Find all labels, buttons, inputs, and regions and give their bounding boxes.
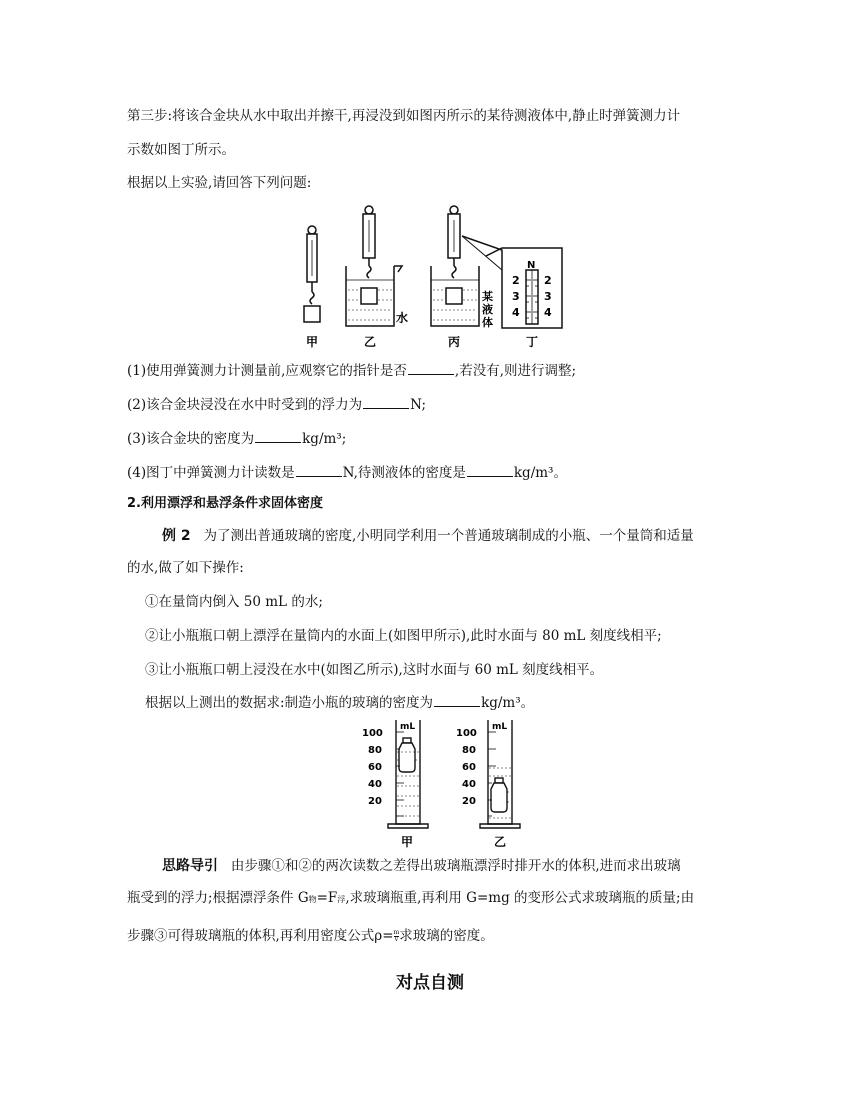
scale-left-2: 2: [512, 274, 520, 287]
yi-tick-40: 40: [462, 779, 476, 790]
question-1: [127, 360, 576, 381]
step3-line1: 第三步:将该合金块从水中取出并擦干,再浸没到如图丙所示的某待测液体中,静止时弹簧测力计: [127, 108, 681, 124]
figure-label-jia: 甲: [306, 335, 319, 349]
water-label: 水: [396, 311, 409, 325]
cylinder-label-yi: 乙: [494, 835, 507, 849]
guide-text2a: 瓶受到的浮力;根据漂浮条件 G: [127, 890, 309, 906]
question-3: [127, 428, 346, 449]
section-2-title: 2.利用漂浮和悬浮条件求固体密度: [127, 496, 323, 511]
instruction: 根据以上实验,请回答下列问题:: [127, 175, 312, 191]
guide-line3: [127, 926, 494, 946]
example-2-text1: 为了测出普通玻璃的密度,小明同学利用一个普通玻璃制成的小瓶、一个量筒和适量: [203, 528, 694, 544]
q2-text-a: (2)该合金块浸没在水中时受到的浮力为: [127, 397, 363, 413]
scale-left-4: 4: [512, 306, 520, 319]
ask-text-b: kg/m³。: [481, 695, 535, 711]
q1-text-a: (1)使用弹簧测力计测量前,应观察它的指针是否: [127, 363, 407, 379]
step3-line2: 示数如图丁所示。: [127, 142, 235, 158]
yi-tick-60: 60: [462, 762, 476, 773]
liquid-label-1: 某: [482, 290, 493, 303]
figure-label-ding: 丁: [526, 335, 539, 349]
example-2-ask: [145, 692, 534, 713]
cylinder-label-jia: 甲: [401, 835, 414, 849]
example-2-step3: ③让小瓶瓶口朝上浸没在水中(如图乙所示),这时水面与 60 mL 刻度线相平。: [145, 662, 604, 678]
guide-line2: [127, 888, 694, 910]
q3-text-a: (3)该合金块的密度为: [127, 431, 255, 447]
q3-blank[interactable]: [255, 428, 301, 443]
q4-text-c: kg/m³。: [513, 465, 567, 481]
yi-tick-80: 80: [462, 745, 476, 756]
q4-text-b: N,待测液体的密度是: [342, 465, 466, 481]
question-4: [127, 462, 567, 483]
scale-unit-label: N: [527, 260, 536, 271]
q3-text-b: kg/m³;: [302, 431, 347, 447]
question-2: [127, 394, 426, 415]
q2-text-b: N;: [410, 397, 427, 413]
guide-text1: 由步骤①和②的两次读数之差得出玻璃瓶漂浮时排开水的体积,进而求出玻璃: [230, 858, 681, 874]
example-2-line2: 的水,做了如下操作:: [127, 560, 244, 576]
scale-left-3: 3: [512, 290, 520, 303]
footer-title: 对点自测: [396, 973, 464, 993]
liquid-label-2: 液: [482, 303, 493, 316]
guide-text2b: ,求玻璃瓶重,再利用 G=mg 的变形公式求玻璃瓶的质量;由: [345, 890, 695, 906]
guide-text3b: 求玻璃的密度。: [399, 928, 494, 944]
jia-tick-80: 80: [368, 745, 382, 756]
jia-tick-40: 40: [368, 779, 382, 790]
frac-bottom: V: [394, 936, 399, 943]
scale-right-3: 3: [544, 290, 552, 303]
spring-scale-figure: [290, 200, 580, 360]
jia-tick-60: 60: [368, 762, 382, 773]
frac-top: m: [393, 929, 400, 936]
scale-right-4: 4: [544, 306, 552, 319]
cylinder-yi-unit: mL: [492, 722, 508, 732]
ask-blank[interactable]: [434, 692, 480, 707]
cylinder-jia-unit: mL: [400, 722, 416, 732]
example-2-label: 例 2: [162, 528, 191, 544]
q2-blank[interactable]: [363, 394, 409, 409]
example-2-step1: ①在量筒内倒入 50 mL 的水;: [145, 594, 323, 610]
example-2-step2: ②让小瓶瓶口朝上漂浮在量筒内的水面上(如图甲所示),此时水面与 80 mL 刻度线相平;: [145, 628, 662, 644]
yi-tick-100: 100: [456, 728, 477, 739]
figure-label-bing: 丙: [448, 335, 461, 349]
example-2-line1: [162, 526, 694, 546]
guide-line1: [162, 856, 681, 876]
q1-text-b: ,若没有,则进行调整;: [454, 363, 577, 379]
guide-sub-fu: 浮: [337, 895, 346, 904]
q4-blank-1[interactable]: [296, 462, 342, 477]
figure-label-yi: 乙: [364, 335, 377, 349]
q1-blank[interactable]: [408, 360, 454, 375]
q4-text-a: (4)图丁中弹簧测力计读数是: [127, 465, 295, 481]
guide-eq: =F: [316, 890, 338, 906]
guide-label: 思路导引: [162, 858, 218, 874]
scale-right-2: 2: [544, 274, 552, 287]
q4-blank-2[interactable]: [467, 462, 513, 477]
liquid-label-3: 体: [482, 316, 493, 329]
cylinder-figure: [360, 716, 530, 852]
yi-tick-20: 20: [462, 796, 476, 807]
guide-sub-wu: 物: [308, 895, 317, 904]
guide-text3a: 步骤③可得玻璃瓶的体积,再利用密度公式ρ=: [127, 928, 394, 944]
jia-tick-20: 20: [368, 796, 382, 807]
ask-text-a: 根据以上测出的数据求:制造小瓶的玻璃的密度为: [145, 695, 434, 711]
jia-tick-100: 100: [362, 728, 383, 739]
